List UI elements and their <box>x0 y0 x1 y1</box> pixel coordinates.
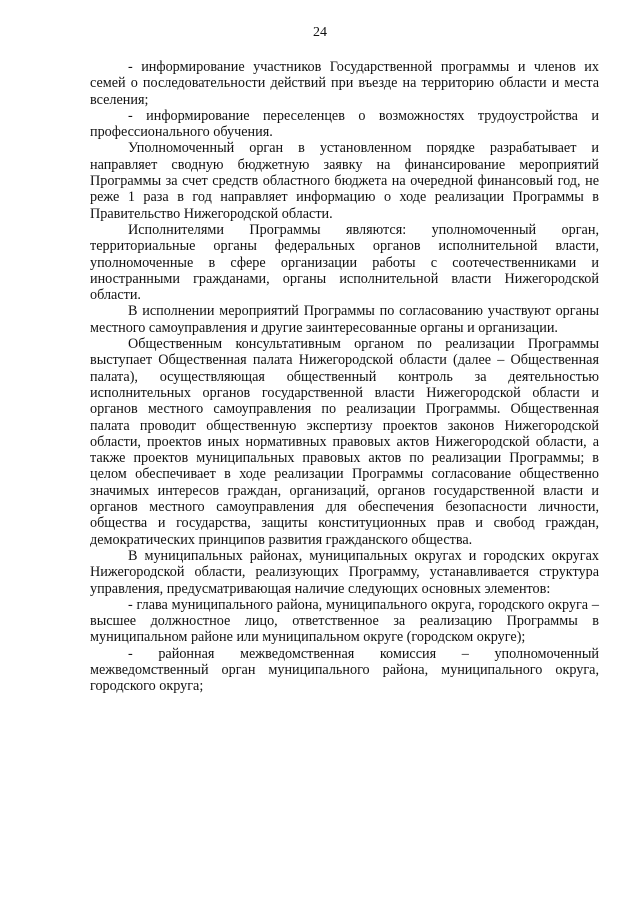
paragraph-public-chamber: Общественным консультативным органом по реализации Программы выступает Общественная палата Нижегородской области (далее – Общественная палата), осуществляющая общественный контроль за деятельностью исполнительных органов государственной власти Нижегородской области и органов местного самоуправления по реализации Программы. Общественная палата проводит общественную экспертизу проектов законов Нижегородской области, проектов иных нормативных правовых актов Нижегородской области, а также проектов муниципальных правовых актов по реализации Программы; в целом обеспечивает в ходе реализации Программы согласование общественно значимых интересов граждан, организаций, органов государственной власти и органов местного самоуправления для обеспечения безопасности личности, общества и государства, защиты конституционных прав и свобод граждан, демократических принципов развития гражданского общества. <box>90 336 599 548</box>
paragraph-executors: Исполнителями Программы являются: уполномоченный орган, территориальные органы федеральных органов исполнительной власти, уполномоченные в сфере организации работы с соотечественниками и иностранными гражданами, органы исполнительной власти Нижегородской области. <box>90 221 599 304</box>
paragraph-management-structure: В муниципальных районах, муниципальных округах и городских округах Нижегородской области, реализующих Программу, устанавливается структура управления, предусматривающая наличие следующих основных элементов: <box>90 547 599 597</box>
paragraph-inform-participants: - информирование участников Государственной программы и членов их семей о последовательности действий при въезде на территорию области и места вселения; <box>90 59 599 108</box>
document-body <box>90 59 599 695</box>
paragraph-head-of-district: - глава муниципального района, муниципального округа, городского округа – высшее должностное лицо, ответственное за реализацию Программы в муниципальном районе или муниципальном округе (городском округе); <box>90 596 599 646</box>
paragraph-interagency-commission: - районная межведомственная комиссия – уполномоченный межведомственный орган муниципального района, муниципального округа, городского округа; <box>90 645 599 695</box>
page-number: 24 <box>313 25 327 40</box>
paragraph-inform-migrants: - информирование переселенцев о возможностях трудоустройства и профессионального обучения. <box>90 107 599 141</box>
paragraph-local-authorities: В исполнении мероприятий Программы по согласованию участвуют органы местного самоуправления и другие заинтересованные органы и организации. <box>90 303 599 336</box>
paragraph-budget-request: Уполномоченный орган в установленном порядке разрабатывает и направляет сводную бюджетную заявку на финансирование мероприятий Программы за счет средств областного бюджета на очередной финансовый год, не реже 1 раза в год направляет информацию о ходе реализации Программы в Правительство Нижегородской области. <box>90 140 599 222</box>
